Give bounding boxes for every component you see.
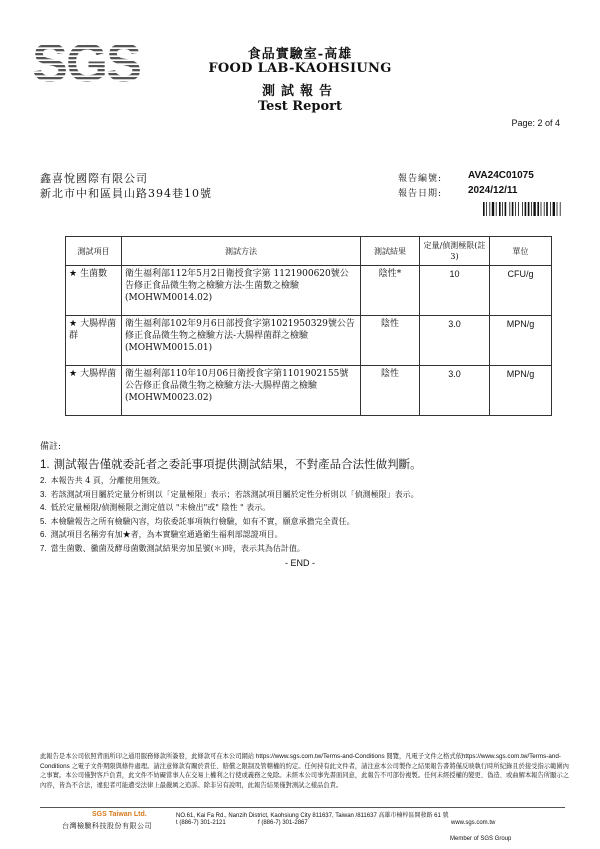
header-method: 測試方法 (122, 237, 361, 266)
item-name: 大腸桿菌群 (69, 319, 117, 341)
barcode-bar (531, 202, 532, 216)
notes-list (40, 455, 560, 555)
page-number: Page: 2 of 4 (511, 118, 560, 128)
barcode-bar (492, 202, 494, 216)
company-name-chinese: 台灣檢驗科技股份有限公司 (62, 822, 152, 830)
company-name-english: SGS Taiwan Ltd. (92, 811, 147, 818)
barcode-bar (518, 202, 519, 216)
sgs-group-member: Member of SGS Group (450, 836, 512, 842)
footer-divider (40, 807, 565, 808)
barcode-bar (502, 202, 503, 216)
sgs-logo (31, 33, 141, 93)
header-unit: 單位 (490, 237, 552, 266)
barcode-bar (546, 202, 548, 216)
accredited-star-icon: ★ (69, 269, 78, 279)
barcode-bar (533, 202, 535, 216)
client-name: 鑫喜悅國際有限公司 (40, 172, 148, 185)
note-item: 4. 低於定量極限/偵測極限之測定值以 "未檢出"或" 陰性 " 表示。 (40, 503, 271, 512)
cell-result: 陰性* (361, 266, 420, 316)
results-table (65, 236, 552, 416)
company-address: NO.61, Kai Fa Rd., Nanzih District, Kaohsiung City 811637, Taiwan /811637 高雄市楠梓區開發路 61 號 (176, 813, 449, 819)
cell-method: 衛生福利部102年9月6日部授食字第1021950329號公告修正食品微生物之檢驗方法-大腸桿菌群之檢驗(MOHWM0015.01) (122, 316, 361, 366)
barcode-bar (557, 202, 558, 216)
cell-unit: MPN/g (490, 366, 552, 416)
barcode-bar (541, 202, 542, 216)
barcode-bar (486, 202, 487, 216)
report-date-label: 報告日期: (398, 189, 443, 199)
note-item: 1. 測試報告僅就委託者之委託事項提供測試結果，不對產品合法性做判斷。 (40, 457, 422, 471)
barcode-bar (489, 202, 490, 216)
item-name: 大腸桿菌 (80, 369, 117, 379)
note-item: 5. 本檢驗報告之所有檢驗內容，均依委託事項執行檢驗，如有不實，願意承擔完全責任。 (40, 516, 355, 526)
cell-method: 衛生福利部112年5月2日衛授食字第 1121900620號公告修正食品微生物之檢驗方法-生菌數之檢驗(MOHWM0014.02) (122, 266, 361, 316)
barcode-bar (496, 202, 497, 216)
report-title-english: Test Report (258, 99, 342, 114)
note-item: 2. 本報告共 4 頁，分離使用無效。 (40, 476, 165, 485)
barcode-bar (550, 202, 551, 216)
end-marker: - END - (285, 558, 315, 568)
header-result: 測試結果 (361, 237, 420, 266)
accredited-star-icon: ★ (69, 319, 78, 329)
svg-text:SGS: SGS (31, 33, 141, 93)
client-address: 新北市中和區員山路394巷10號 (40, 187, 212, 200)
accredited-star-icon: ★ (69, 369, 78, 379)
notes-title: 備註: (40, 442, 62, 452)
barcode-bar (560, 202, 561, 216)
barcode-bar (483, 202, 485, 216)
barcode-bar (528, 202, 530, 216)
header-item: 測試項目 (66, 237, 122, 266)
table-row (66, 266, 552, 316)
cell-result: 陰性 (361, 366, 420, 416)
legal-disclaimer: 此報告是本公司依照背面所印之通用服務條款所簽發，此條款可在本公司網站 https://www.sgs.com.tw/Terms-and-Conditions 閱覽，凡電子文件之格式依https://www.sgs.com.tw/Terms-and-Conditions 之電子文件期限與條件處理。請注意條款有關於責任、賠償之限制及管轄權的約定。任何持有此文件者，請注意本公司製作之結果報告書將僅反映執行時所紀錄且於接受指示範圍內之事實。本公司僅對客戶負責，此文件不妨礙當事人在交易上權利之行使或義務之免除。未經本公司事先書面同意，此報告不可部份複製。任何未經授權的變更、偽造、或曲解本報告所顯示之內容，皆為不合法，違犯者可能遭受法律上最嚴厲之追訴。除非另有說明，此報告結果僅對測試之樣品負責。 (40, 753, 569, 789)
table-row (66, 316, 552, 366)
barcode-bar (499, 202, 501, 216)
note-item: 3. 若該測試項目屬於定量分析則以「定量極限」表示；若該測試項目屬於定性分析則以「偵測極限」表示。 (40, 489, 419, 499)
cell-unit: MPN/g (490, 316, 552, 366)
cell-limit: 3.0 (420, 316, 490, 366)
cell-method: 衛生福利部110年10月06日衛授食字第1101902155號公告修正食品微生物之檢驗方法-大腸桿菌之檢驗(MOHWM0023.02) (122, 366, 361, 416)
table-header-row (66, 237, 552, 266)
lab-name-english: FOOD LAB-KAOHSIUNG (208, 61, 392, 76)
barcode-bar (512, 202, 514, 216)
barcode-bar (544, 202, 545, 216)
barcode-bar (525, 202, 527, 216)
barcode-bar (505, 202, 507, 216)
note-item: 7. 當生菌數、黴菌及酵母菌數測試結果旁加星號(＊)時，表示其為估計值。 (40, 543, 305, 553)
barcode-bar (515, 202, 516, 216)
cell-unit: CFU/g (490, 266, 552, 316)
cell-result: 陰性 (361, 316, 420, 366)
company-website: www.sgs.com.tw (451, 820, 496, 826)
barcode-bar (537, 202, 539, 216)
barcode (483, 202, 566, 216)
cell-limit: 10 (420, 266, 490, 316)
table-row (66, 366, 552, 416)
report-title-chinese: 測試報告 (261, 84, 338, 99)
barcode-bar (522, 202, 523, 216)
barcode-bar (509, 202, 510, 216)
report-number: AVA24C01075 (468, 170, 534, 181)
cell-limit: 3.0 (420, 366, 490, 416)
header-limit: 定量/偵測極限(註3) (420, 237, 490, 266)
company-phone: t (886-7) 301-2121 (176, 820, 226, 826)
report-date: 2024/12/11 (468, 185, 518, 196)
company-fax: f (886-7) 301-2867 (258, 820, 308, 826)
cell-item (66, 366, 122, 416)
barcode-bar (553, 202, 555, 216)
note-item: 6. 測試項目名稱旁有加★者，為本實驗室通過衛生福利部認證項目。 (40, 530, 283, 539)
cell-item (66, 316, 122, 366)
report-number-label: 報告編號: (398, 174, 443, 184)
cell-item (66, 266, 122, 316)
lab-name-chinese: 食品實驗室-高雄 (247, 47, 353, 62)
item-name: 生菌數 (80, 269, 108, 279)
